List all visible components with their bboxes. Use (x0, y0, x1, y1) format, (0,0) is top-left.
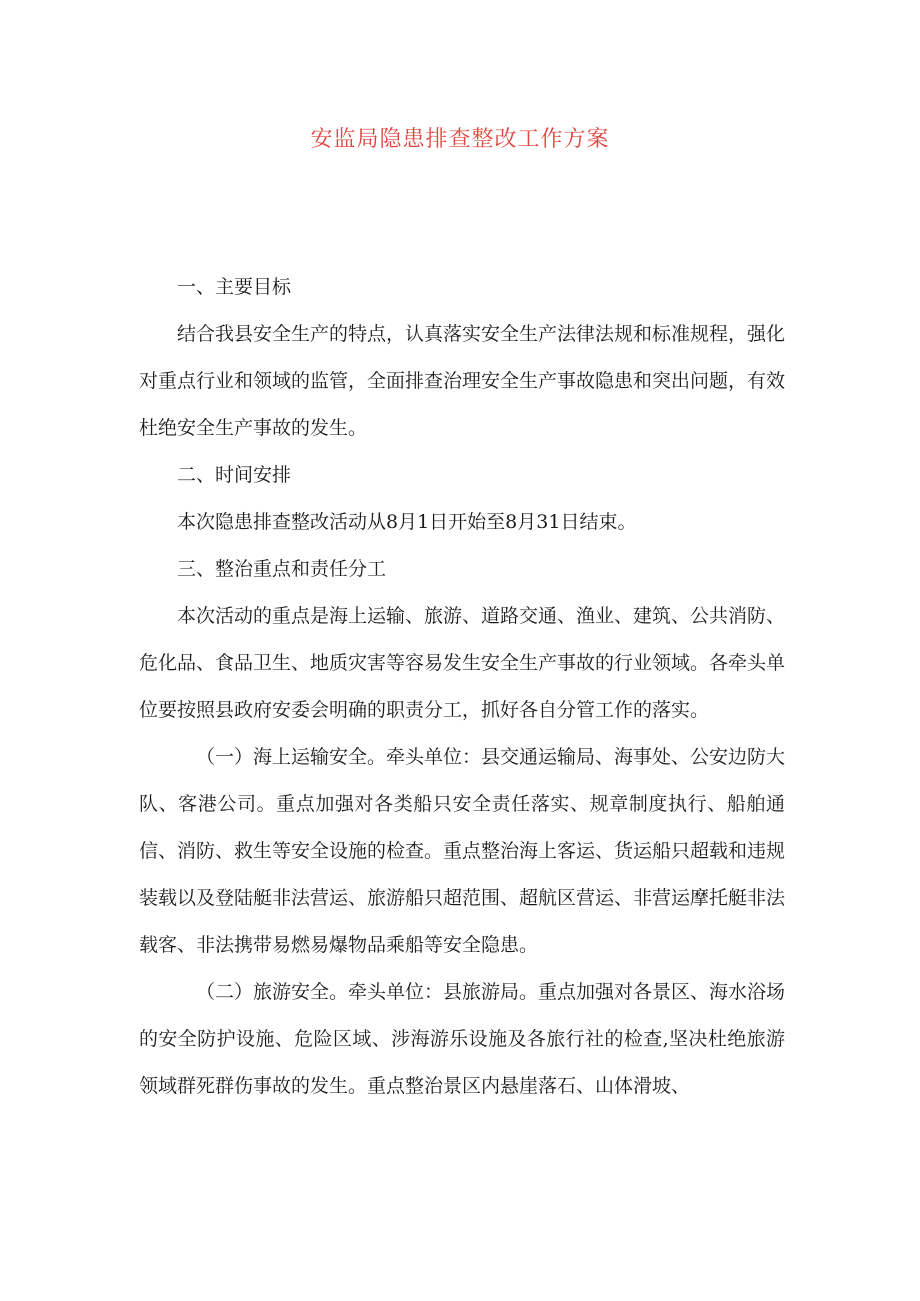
document-title: 安监局隐患排查整改工作方案 (310, 127, 610, 152)
section-heading-focus: 三、整治重点和责任分工 (177, 558, 387, 580)
section-heading-schedule: 二、时间安排 (177, 464, 292, 486)
paragraph-goals: 结合我县安全生产的特点，认真落实安全生产法律法规和标准规程，强化对重点行业和领域的监管，全面排查治理安全生产事故隐患和突出问题，有效杜绝安全生产事故的发生。 (139, 323, 786, 439)
paragraph-schedule: 本次隐患排查整改活动从8月1日开始至8月31日结束。 (177, 511, 637, 533)
document-body (139, 264, 785, 1110)
paragraph-maritime-safety: （一）海上运输安全。牵头单位：县交通运输局、海事处、公安边防大队、客港公司。重点加强对各类船只安全责任落实、规章制度执行、船舶通信、消防、救生等安全设施的检查。重点整治海上客运、货运船只超载和违规装载以及登陆艇非法营运、旅游船只超范围、超航区营运、非营运摩托艇非法载客、非法携带易燃易爆物品乘船等安全隐患。 (139, 746, 786, 956)
paragraph-tourism-safety: （二）旅游安全。牵头单位：县旅游局。重点加强对各景区、海水浴场的安全防护设施、危险区域、涉海游乐设施及各旅行社的检查,坚决杜绝旅游领域群死群伤事故的发生。重点整治景区内悬崖落石、山体滑坡、 (139, 981, 786, 1097)
paragraph-focus: 本次活动的重点是海上运输、旅游、道路交通、渔业、建筑、公共消防、危化品、食品卫生、地质灾害等容易发生安全生产事故的行业领域。各牵头单位要按照县政府安委会明确的职责分工，抓好各自分管工作的落实。 (139, 605, 786, 721)
section-heading-goals: 一、主要目标 (177, 276, 292, 298)
